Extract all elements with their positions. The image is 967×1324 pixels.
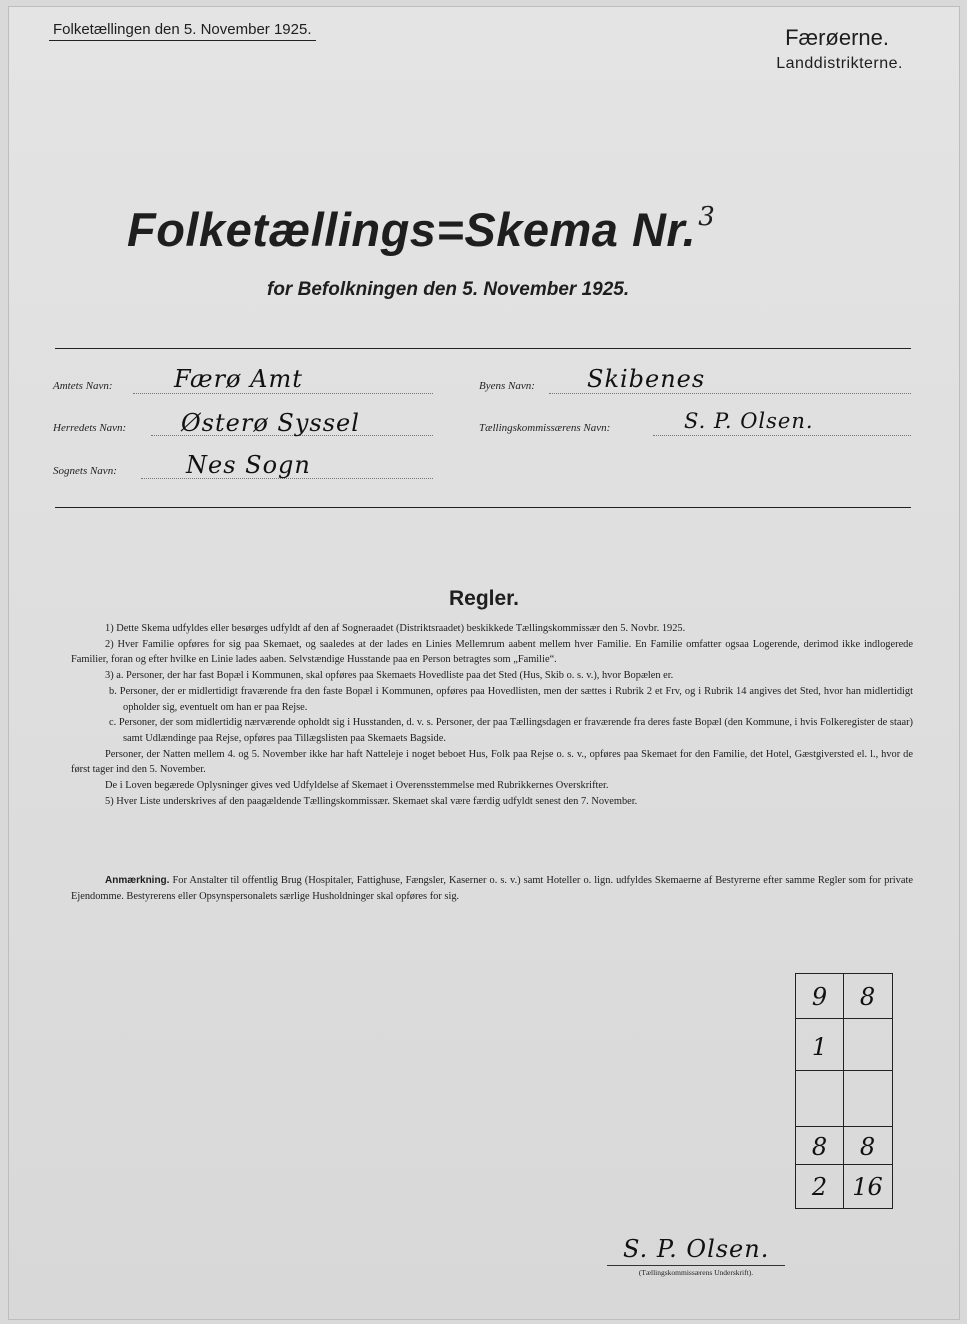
divider-bottom (55, 507, 911, 508)
tally-divider-1 (796, 1018, 892, 1019)
sogn-value: Nes Sogn (186, 451, 311, 479)
census-form-page (8, 6, 960, 1320)
rules-title: Regler. (448, 587, 520, 610)
form-title (127, 202, 715, 257)
signature-handwritten: S. P. Olsen. (623, 1235, 770, 1263)
by-label: Byens Navn: (479, 380, 535, 392)
amt-line (133, 393, 433, 394)
divider-top (55, 348, 911, 349)
form-subtitle: for Befolkningen den 5. November 1925. (267, 279, 630, 300)
district-type-label: Landdistrikterne. (776, 55, 903, 72)
tally-r5-right: 16 (852, 1173, 883, 1201)
tally-divider-3 (796, 1126, 892, 1127)
herred-value: Østerø Syssel (181, 409, 360, 437)
rule-3c: c. Personer, der som midlertidig nærværende opholdt sig i Husstanden, d. v. s. Personer, der paa Tællingsdagen er fraværende fra deres faste Bopæl (den Kommune, i hvis Folkeregister de staar) samt Udlændinge paa Rejse, opføres paa Tillægslisten paa Skemaets Bagside. (109, 717, 913, 744)
tally-r2-right (844, 1028, 891, 1066)
note-label: Anmærkning. (105, 875, 170, 886)
amt-label: Amtets Navn: (53, 380, 113, 392)
note-text: For Anstalter til offentlig Brug (Hospitaler, Fattighuse, Fængsler, Kaserner o. s. v.) samt Hoteller o. lign. udfyldes Skemaerne af Bestyrerne efter samme Regler som for private Ejendomme. Bestyrerens eller Opsynspersonalets særlige Husholdninger skal opføres for sig. (71, 875, 913, 902)
tally-r1-right: 8 (859, 983, 876, 1011)
tally-box (795, 973, 893, 1209)
tally-r3-left (796, 1078, 843, 1116)
form-title-text: Folketællings=Skema Nr. (127, 203, 697, 256)
rule-3b: b. Personer, der er midlertidigt fraværende fra den faste Bopæl i Kommunen, opføres paa Hovedlisten, men der sættes i Rubrik 2 et Frv, og i Rubrik 14 angives det Sted, hvor han midlertidigt opholder sig, eventuelt om han er paa Rejse. (109, 685, 913, 713)
region-label: Færøerne. (785, 25, 889, 50)
rule-4: De i Loven begærede Oplysninger gives ved Udfyldelse af Skemaet i Overensstemmelse med Rubrikkernes Overskrifter. (105, 780, 609, 792)
kommissaer-value: S. P. Olsen. (684, 409, 814, 433)
signature-caption: (Tællingskommissærens Underskrift). (638, 1268, 754, 1277)
form-number-handwritten: 3 (698, 202, 716, 232)
tally-r4-right: 8 (859, 1133, 876, 1161)
rule-2: 2) Hver Familie opføres for sig paa Skemaet, og saaledes at der lades en Linies Mellemrum aabent mellem hver Familie. En Familie omfatter ogsaa Logerende, derimod ikke indlogerede Familier, foran og efter hvilke en Linie lades aaben. Selvstændige Husstande paa en Person betragtes som „Familie“. (71, 638, 913, 666)
tally-r2-left: 1 (811, 1033, 828, 1061)
rule-3a: 3) a. Personer, der har fast Bopæl i Kommunen, skal opføres paa Skemaets Hovedliste paa det Sted (Hus, Skib o. s. v.), hvor Bopælen er. (105, 670, 674, 682)
tally-r1-left: 9 (811, 983, 828, 1011)
kommissaer-label: Tællingskommissærens Navn: (479, 422, 611, 434)
herred-label: Herredets Navn: (53, 422, 127, 434)
tally-divider-2 (796, 1070, 892, 1071)
tally-r4-left: 8 (811, 1133, 828, 1161)
amt-value: Færø Amt (174, 365, 303, 393)
kommissaer-line (653, 435, 911, 436)
rules-section (71, 621, 913, 809)
census-date-label: Folketællingen den 5. November 1925. (49, 21, 316, 41)
rule-3d: Personer, der Natten mellem 4. og 5. November ikke har haft Natteleje i noget beboet Hus, Folk paa Rejse o. s. v., opføres paa Skemaet for den Familie, det Hotel, Gæstgiversted el. l., hvor de først tager ind den 5. November. (71, 748, 913, 776)
rule-1: 1) Dette Skema udfyldes eller besørges udfyldt af den af Sogneraadet (Distriktsraadet) beskikkede Tællingskommissær den 5. Novbr. 1925. (105, 623, 686, 634)
sogn-label: Sognets Navn: (53, 465, 117, 477)
signature-line (607, 1265, 785, 1266)
tally-r5-left: 2 (811, 1173, 828, 1201)
rule-5: 5) Hver Liste underskrives af den paagældende Tællingskommissær. Skemaet skal være færdig udfyldt senest den 7. November. (105, 795, 638, 807)
by-line (549, 393, 911, 394)
tally-r3-right (844, 1078, 891, 1116)
note-paragraph (71, 873, 913, 904)
by-value: Skibenes (587, 365, 706, 393)
